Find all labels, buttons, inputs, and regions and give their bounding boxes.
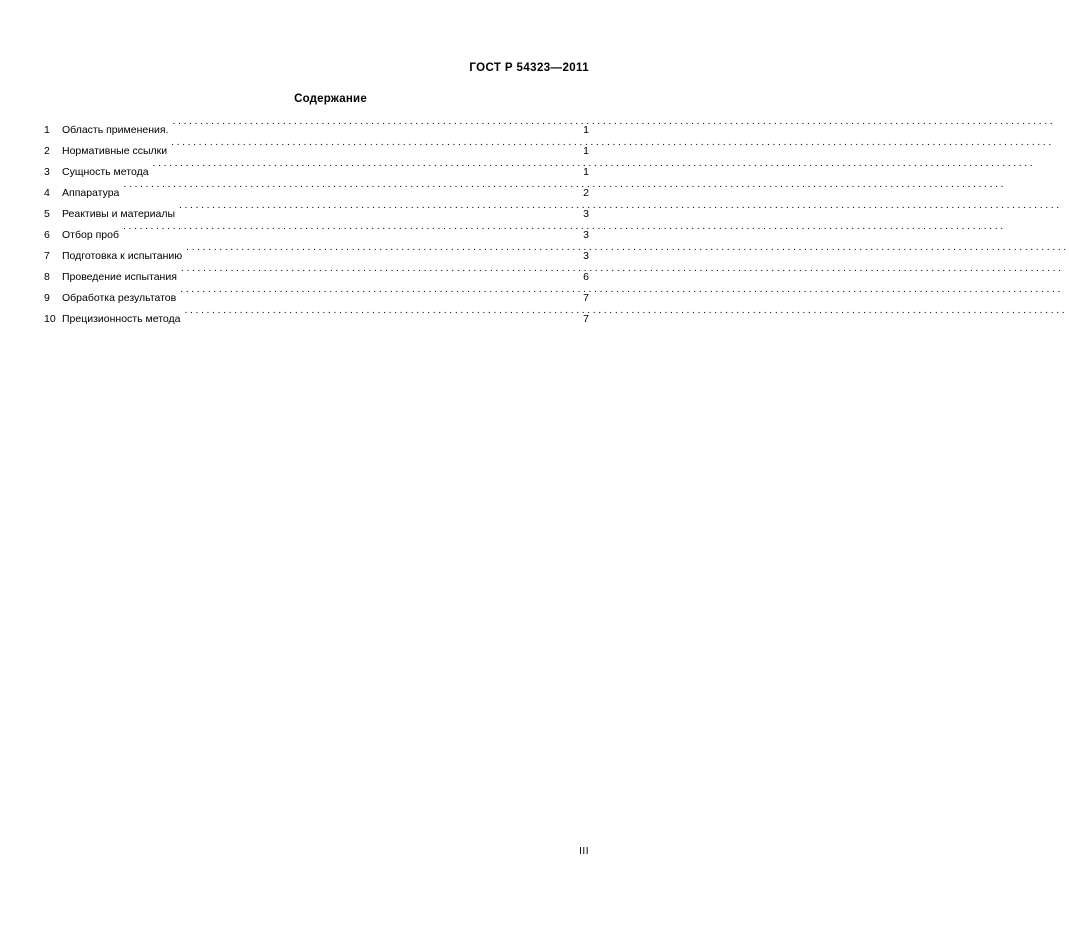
- toc-entry-label: Отбор проб: [62, 229, 119, 241]
- toc-entry-label: Сущность метода: [62, 166, 149, 178]
- toc-entry-number: 10: [44, 313, 56, 325]
- toc-entry-label: Аппаратура: [62, 187, 120, 199]
- toc-entry-leader-dots: ................................................................................................................................................................: [172, 115, 1056, 127]
- toc-entry-leader-dots: ................................................................................................................................................................: [123, 178, 1007, 190]
- toc-entry-number: 2: [44, 145, 50, 157]
- toc-entry-number: 1: [44, 124, 50, 136]
- toc-entry-label: Нормативные ссылки: [62, 145, 168, 157]
- toc-entry-page: 1: [583, 124, 589, 136]
- page-number: III: [579, 846, 589, 857]
- toc-entry-number: 5: [44, 208, 50, 220]
- toc-entry-label: Подготовка к испытанию: [62, 250, 183, 262]
- toc-entry-page: 3: [583, 208, 589, 220]
- toc-entry-leader-dots: ................................................................................................................................................................: [171, 136, 1054, 148]
- toc-entry-page: 3: [583, 229, 589, 241]
- toc-entry-leader-dots: ................................................................................................................................................................: [122, 220, 1006, 232]
- toc-entry-number: 8: [44, 271, 50, 283]
- table-of-contents: [44, 115, 1069, 330]
- toc-entry-page: 6: [583, 271, 589, 283]
- toc-entry-leader-dots: ................................................................................................................................................................: [152, 157, 1036, 169]
- toc-entry-number: 9: [44, 292, 50, 304]
- toc-entry-leader-dots: ................................................................................................................................................................: [186, 241, 1069, 253]
- toc-entry-label: Реактивы и материалы: [62, 208, 176, 220]
- toc-entry-page: 1: [583, 145, 589, 157]
- toc-entry[interactable]: [44, 304, 1068, 330]
- toc-entry-leader-dots: ................................................................................................................................................................: [184, 304, 1068, 316]
- toc-entry-number: 6: [44, 229, 50, 241]
- toc-entry-label: Область применения.: [62, 124, 169, 136]
- toc-entry-page: 7: [583, 313, 589, 325]
- toc-entry-leader-dots: ................................................................................................................................................................: [179, 199, 1062, 211]
- toc-entry-number: 4: [44, 187, 50, 199]
- toc-entry-number: 7: [44, 250, 50, 262]
- toc-entry-leader-dots: ................................................................................................................................................................: [180, 262, 1064, 274]
- table-of-contents-title: Содержание: [294, 93, 367, 105]
- standard-designation-header: ГОСТ Р 54323—2011: [469, 62, 589, 74]
- toc-entry-page: 3: [583, 250, 589, 262]
- toc-entry-label: Проведение испытания: [62, 271, 177, 283]
- toc-entry-label: Прецизионность метода: [62, 313, 181, 325]
- toc-entry-leader-dots: ................................................................................................................................................................: [180, 283, 1063, 295]
- toc-entry-number: 3: [44, 166, 50, 178]
- toc-entry-label: Обработка результатов: [62, 292, 177, 304]
- toc-entry-page: 2: [583, 187, 589, 199]
- toc-entry-page: 1: [583, 166, 589, 178]
- toc-entry-page: 7: [583, 292, 589, 304]
